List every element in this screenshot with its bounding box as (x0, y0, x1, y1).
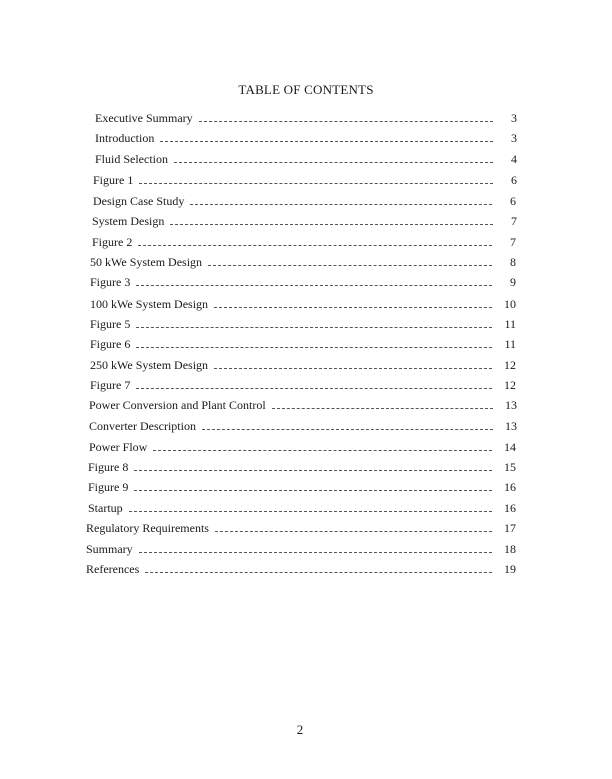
toc-entry (90, 377, 516, 393)
toc-entry-label: Figure 2 (92, 235, 133, 249)
toc-entry (92, 234, 516, 250)
toc-entry (95, 110, 517, 126)
toc-leader-line (139, 183, 493, 184)
toc-entry (89, 439, 516, 455)
toc-leader-line (199, 121, 493, 122)
page-number: 2 (296, 722, 304, 737)
toc-entry (90, 316, 516, 332)
toc-entry (86, 561, 516, 577)
toc-entry-label: Power Flow (89, 440, 148, 454)
toc-entry-page: 9 (510, 275, 516, 289)
toc-leader-line (190, 204, 492, 205)
toc-entry-page: 4 (511, 152, 517, 166)
toc-entry-page: 14 (504, 440, 516, 454)
toc-entry-label: 250 kWe System Design (90, 358, 209, 372)
toc-leader-line (136, 388, 492, 389)
toc-leader-line (170, 224, 493, 225)
toc-leader-line (208, 265, 492, 266)
toc-leader-line (160, 141, 493, 142)
toc-entry-page: 13 (505, 398, 517, 412)
toc-entry-label: Figure 3 (90, 275, 131, 289)
toc-leader-line (214, 368, 492, 369)
toc-entry (90, 296, 516, 312)
toc-leader-line (134, 470, 492, 471)
toc-entry-page: 15 (504, 460, 516, 474)
toc-entry (88, 500, 516, 516)
toc-entry (90, 357, 516, 373)
toc-entry-page: 6 (510, 194, 516, 208)
toc-entry-page: 11 (504, 337, 516, 351)
toc-entry-label: Design Case Study (93, 194, 185, 208)
toc-entry-page: 12 (504, 378, 516, 392)
toc-entry-label: Figure 8 (88, 460, 129, 474)
toc-leader-line (145, 572, 492, 573)
toc-leader-line (138, 245, 492, 246)
toc-entry-page: 11 (504, 317, 516, 331)
toc-entry-page: 3 (511, 111, 517, 125)
toc-entry-page: 16 (504, 501, 516, 515)
toc-entry-label: Figure 9 (88, 480, 129, 494)
page-title: TABLE OF CONTENTS (238, 82, 374, 97)
toc-entry (88, 459, 516, 475)
toc-entry (88, 479, 516, 495)
toc-entry-label: Summary (86, 542, 133, 556)
toc-entry-label: Executive Summary (95, 111, 193, 125)
toc-leader-line (272, 408, 493, 409)
toc-entry-label: Power Conversion and Plant Control (89, 398, 266, 412)
toc-entry-label: 100 kWe System Design (90, 297, 209, 311)
toc-entry (86, 541, 516, 557)
toc-entry-page: 12 (504, 358, 516, 372)
toc-entry-page: 6 (511, 173, 517, 187)
toc-leader-line (202, 429, 493, 430)
toc-entry (92, 213, 517, 229)
toc-entry-page: 3 (511, 131, 517, 145)
toc-entry (95, 151, 517, 167)
toc-entry-page: 7 (510, 235, 516, 249)
toc-entry-label: 50 kWe System Design (90, 255, 203, 269)
toc-entry-label: System Design (92, 214, 165, 228)
toc-leader-line (134, 490, 492, 491)
toc-entry (95, 130, 517, 146)
toc-entry-label: Figure 1 (93, 173, 134, 187)
toc-entry (90, 274, 516, 290)
toc-entry (89, 418, 517, 434)
toc-entry (89, 397, 517, 413)
toc-entry-page: 16 (504, 480, 516, 494)
toc-entry-label: Converter Description (89, 419, 196, 433)
toc-leader-line (136, 347, 492, 348)
toc-leader-line (136, 285, 492, 286)
toc-leader-line (174, 162, 493, 163)
toc-leader-line (153, 450, 492, 451)
toc-entry (86, 520, 516, 536)
toc-entry-label: Introduction (95, 131, 155, 145)
toc-entry-label: Figure 7 (90, 378, 131, 392)
toc-leader-line (214, 307, 492, 308)
toc-entry-page: 7 (511, 214, 517, 228)
toc-entry-label: Figure 5 (90, 317, 131, 331)
toc-entry-page: 10 (504, 297, 516, 311)
toc-entry (93, 172, 517, 188)
toc-entry-label: Regulatory Requirements (86, 521, 209, 535)
toc-entry-label: Startup (88, 501, 123, 515)
toc-entry-page: 19 (504, 562, 516, 576)
toc-leader-line (139, 552, 492, 553)
toc-entry (93, 193, 516, 209)
toc-entry (90, 254, 516, 270)
toc-entry-page: 8 (510, 255, 516, 269)
toc-leader-line (215, 531, 492, 532)
toc-entry-page: 17 (504, 521, 516, 535)
toc-entry-page: 13 (505, 419, 517, 433)
toc-leader-line (136, 327, 492, 328)
toc-entry-label: References (86, 562, 140, 576)
toc-leader-line (129, 511, 492, 512)
toc-entry-label: Figure 6 (90, 337, 131, 351)
toc-entry-page: 18 (504, 542, 516, 556)
toc-entry-label: Fluid Selection (95, 152, 168, 166)
toc-entry (90, 336, 516, 352)
